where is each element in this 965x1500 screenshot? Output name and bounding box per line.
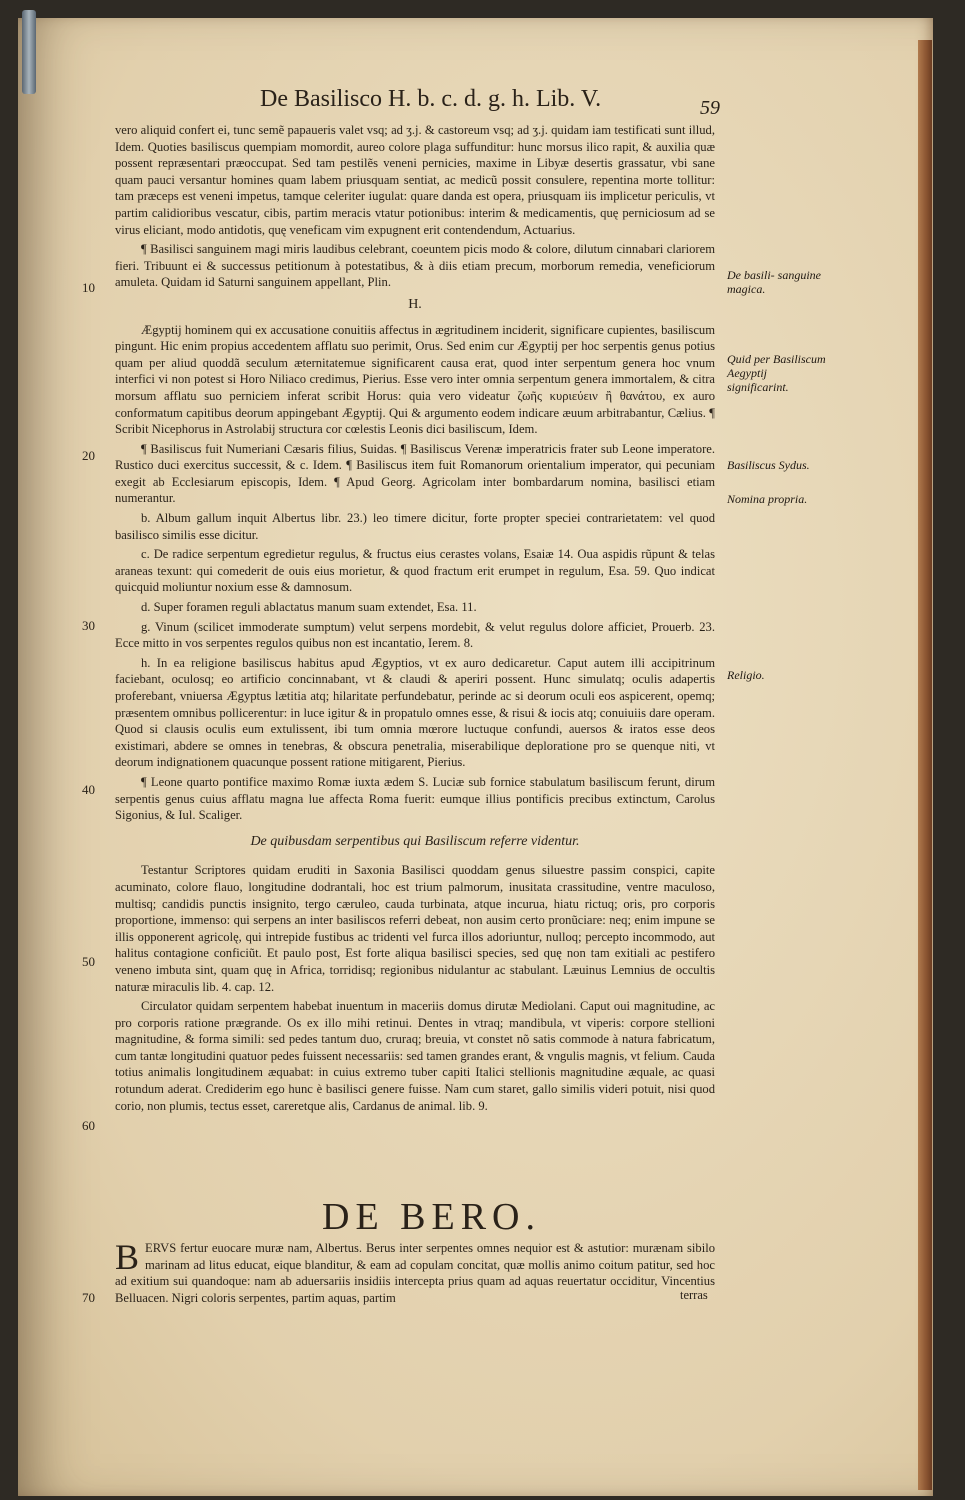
catchword: terras	[680, 1288, 708, 1302]
color-strip	[22, 10, 36, 94]
paragraph: g. Vinum (scilicet immoderate sumptum) velut serpens mordebit, & velut regulus dolore afficiet, Prouerb. 23. Ecce mitto in vos serpentes regulos quibus non est incantatio, Ierem. 8.	[115, 619, 715, 651]
line-number: 40	[82, 782, 95, 797]
paragraph: h. In ea religione basiliscus habitus apud Ægyptios, vt ex auro dedicaretur. Caput autem illi accipitrinum faciebant, oculosq; eo artificio concinnabant, vt & claudi & aperiri possent. Hunc simulatq; oculis adapertis proferebant, vniuersa Ægyptus lætitia atq; hilaritate perfundebatur, perinde ac si deorum oculi eos aspicerent, opemq; præsentem omnibus pollicerentur: in luce igitur & in propatulo omnes esse, & risui & iocis atq; conuiuiis dare operam. Quod si clausis oculis eum extulissent, ibi tum omnia mœrore luctuque confundi, auersos & iratos esse deos existimari, abdere se omnes in tenebras, & obscura penetralia, miserabilique deploratione pro se quenque niti, vt deorum indignationem quacunque possent ratione mitigarent, Pierius.	[115, 655, 715, 770]
paragraph: c. De radice serpentum egredietur regulus, & fructus eius cerastes volans, Esaiæ 14. Oua aspidis rũpunt & telas araneas texunt: qui comederit de ouis eius morietur, & quod fractum erit erumpet in regulum, Esa. 59. Quo indicat quicquid moliuntur noxium esse & damnosum.	[115, 547, 715, 595]
paragraph: ¶ Basiliscus fuit Numeriani Cæsaris filius, Suidas. ¶ Basiliscus Verenæ imperatricis frater sub Leone imperatore. Rustico duci exercitus successit, & c. Idem. ¶ Basiliscus item fuit Romanorum orientalium imperator, qui pecuniam exegit ab Ecclesiarum episcopis, Idem. ¶ Apud Georg. Agricolam inter bombardarum nomina, basilisci etiam numerantur.	[115, 441, 715, 506]
chapter-title: DE BERO.	[322, 1196, 541, 1238]
paragraph: vero aliquid confert ei, tunc semẽ papaueris valet vsq; ad ʒ.j. & castoreum vsq; ad ʒ.j. quidam iam testificati sunt illud, Idem. Quoties basiliscus quempiam momordit, aureo colore plaga suffunditur: hunc morsus ilico rapit, & auxilia quæ possent repræsentari præoccupat. Sed tam pestilẽs veneni pernicies, maxime in Libyæ desertis grassatur, vbi sane quam pauci versantur homines quam labem priusquam sentiat, ac medicũ possit consulere, repentina morte tollitur: tam præceps est veneni impetus, tamque celeriter iugulat: quare danda est opera, priusquam iis implicetur periculis, vt partim calidioribus vescatur, cibis, partim meracis vtatur potionibus: interim & medicamentis, quę perniciosum ad se virus eliciant, modo antidotis, quę veneficam vim expugnent erit contendendum, Actuarius.	[115, 123, 715, 237]
line-number: 70	[82, 1290, 95, 1305]
paragraph: Circulator quidam serpentem habebat inuentum in maceriis domus dirutæ Mediolani. Caput oui magnitudine, ac pro corporis ratione prægrande. Os ex illo mihi retinui. Dentes in vtraq; mandibula, vt viperis: corpore stellioni magnitudine, & forma simili: sed pedes tantum duo, cruraq; breuia, vt constet nõ satis commode à natura fabricatum, cum tantæ longitudini quatuor pedes fuissent necessariis: sed tamen grandes erant, & vngulis magnis, vt felium. Cauda totius animalis longitudinem æquabat: in cuius extremo tuber capiti Italici stellionis magnitudine æquale, ac quasi rotundum aderat. Crediderim ego hunc è basilisci genere fuisse. Nam cum staret, gallo similis videri potuit, nisi quod corio, non plumis, tectus esset, careretque alis, Cardanus de animal. lib. 9.	[115, 999, 715, 1113]
paragraph: b. Album gallum inquit Albertus libr. 23.) leo timere dicitur, forte propter speciei contrarietatem: vel quod basilisco similis esse dicitur.	[115, 511, 715, 542]
drop-cap: B	[115, 1237, 140, 1277]
line-number: 60	[82, 1118, 95, 1133]
paragraph: Ægyptij hominem qui ex accusatione conuitiis affectus in ægritudinem inciderit, significare cupientes, basiliscum pingunt. Hic enim propius accedentem afflatu suo perimit, Orus. Sed enim cur Ægyptij per hoc serpentis genus potius quam per aliud quoddã seculum æternitatemue significarent causa erat, quod inter serpentum genera hoc vnum interfici vi non potest si Horo Niliaco credimus, Pierius. Esse vero inter omnia serpentum genera immortalem, & citra morsum afflatu suo perniciem inferat scribit Horus: quia vero videatur ζωῆς κυριεύειν ἢ θανάτου, ex auro conformatum capitibus deorum appingebant Ægyptij. Qui & argumento eodem indicare æuum arbitrabantur, Cælius. ¶ Scribit Nicephorus in Astrolabij structura cor cœlestis Leonis dici basiliscum, Idem.	[115, 322, 715, 437]
running-header: De Basilisco H. b. c. d. g. h. Lib. V.	[260, 86, 602, 112]
margin-note: De basili- sanguine magica.	[727, 268, 821, 296]
page-edge	[918, 40, 932, 1490]
margin-note: Nomina propria.	[727, 492, 808, 506]
line-number: 10	[82, 280, 95, 295]
paragraph: ¶ Basilisci sanguinem magi miris laudibus celebrant, coeuntem picis modo & colore, dilutum cinnabari clariorem fieri. Tribuunt ei & successus petitionum à potestatibus, & à diis etiam precum, morborum remedia, veneficiorum amuleta. Quidam id Saturni sanguinem appellant, Plin.	[115, 242, 715, 290]
section-heading-h: H.	[408, 296, 422, 312]
margin-note: Basiliscus Sydus.	[727, 458, 810, 472]
paragraph: d. Super foramen reguli ablactatus manum suam extendet, Esa. 11.	[141, 600, 477, 615]
paragraph	[115, 1237, 715, 1306]
margin-note: Quid per Basiliscum Aegyptij significarint.	[727, 352, 826, 394]
italic-subheading: De quibusdam serpentibus qui Basiliscum referre videntur.	[250, 833, 580, 849]
margin-note: Religio.	[727, 668, 765, 682]
line-number: 50	[82, 954, 95, 969]
text-block-bero	[115, 1237, 715, 1309]
bero-text: ERVS fertur euocare muræ nam, Albertus. Berus inter serpentes omnes nequior est & astutior: murænam sibilo marinam ad litus educat, eique blanditur, & eam ad copulam concitat, quæ mollis animo coitum patitur, sed hoc ad exitium sui quandoque: nam ab aduersariis insidiis intercepta prius quam ad aquas reuertatur occiditur, Vincentius Belluacen. Nigri coloris serpentes, partim aquas, partim	[115, 1241, 715, 1305]
paragraph: ¶ Leone quarto pontifice maximo Romæ iuxta ædem S. Luciæ sub fornice stabulatum basiliscum ferunt, dirum serpentis genus cuius afflatu magna lue affecta Roma fuerit: eumque illius pontificis precibus extinctum, Carolus Sigonius, & Iul. Scaliger.	[115, 774, 715, 823]
line-number: 30	[82, 618, 95, 633]
line-number: 20	[82, 448, 95, 463]
text-block-top	[115, 122, 715, 1117]
page-number: 59	[700, 97, 720, 119]
paragraph: Testantur Scriptores quidam eruditi in Saxonia Basilisci quoddam genus siluestre passim conspici, capite acuminato, colore flauo, longitudine dodrantali, hoc est trium palmorum, inusitata crassitudine, ventre maculoso, multisq; candidis punctis insignito, tergo cæruleo, cauda turbinata, atque incurua, hiatu rictuq; oris, pro corporis proportione, immenso: qui serpens an inter basiliscos referri debeat, non ausim certo pronũciare: neq; enim impune se illis opponerent agricolę, qui intrepide fustibus ac tridenti vel furca illos adoriuntur, nulloq; percepto incommodo, aut halitus contagione conficiũt. Et paulo post, Est forte aliqua basilisci species, sed quę non tam exitiali ac pestifero veneno imbuta sint, quam quę in Africa, torridisq; regionibus nidulantur ac stabulant. Læuinus Lemnius de occultis naturæ miraculis lib. 4. cap. 12.	[115, 863, 715, 994]
